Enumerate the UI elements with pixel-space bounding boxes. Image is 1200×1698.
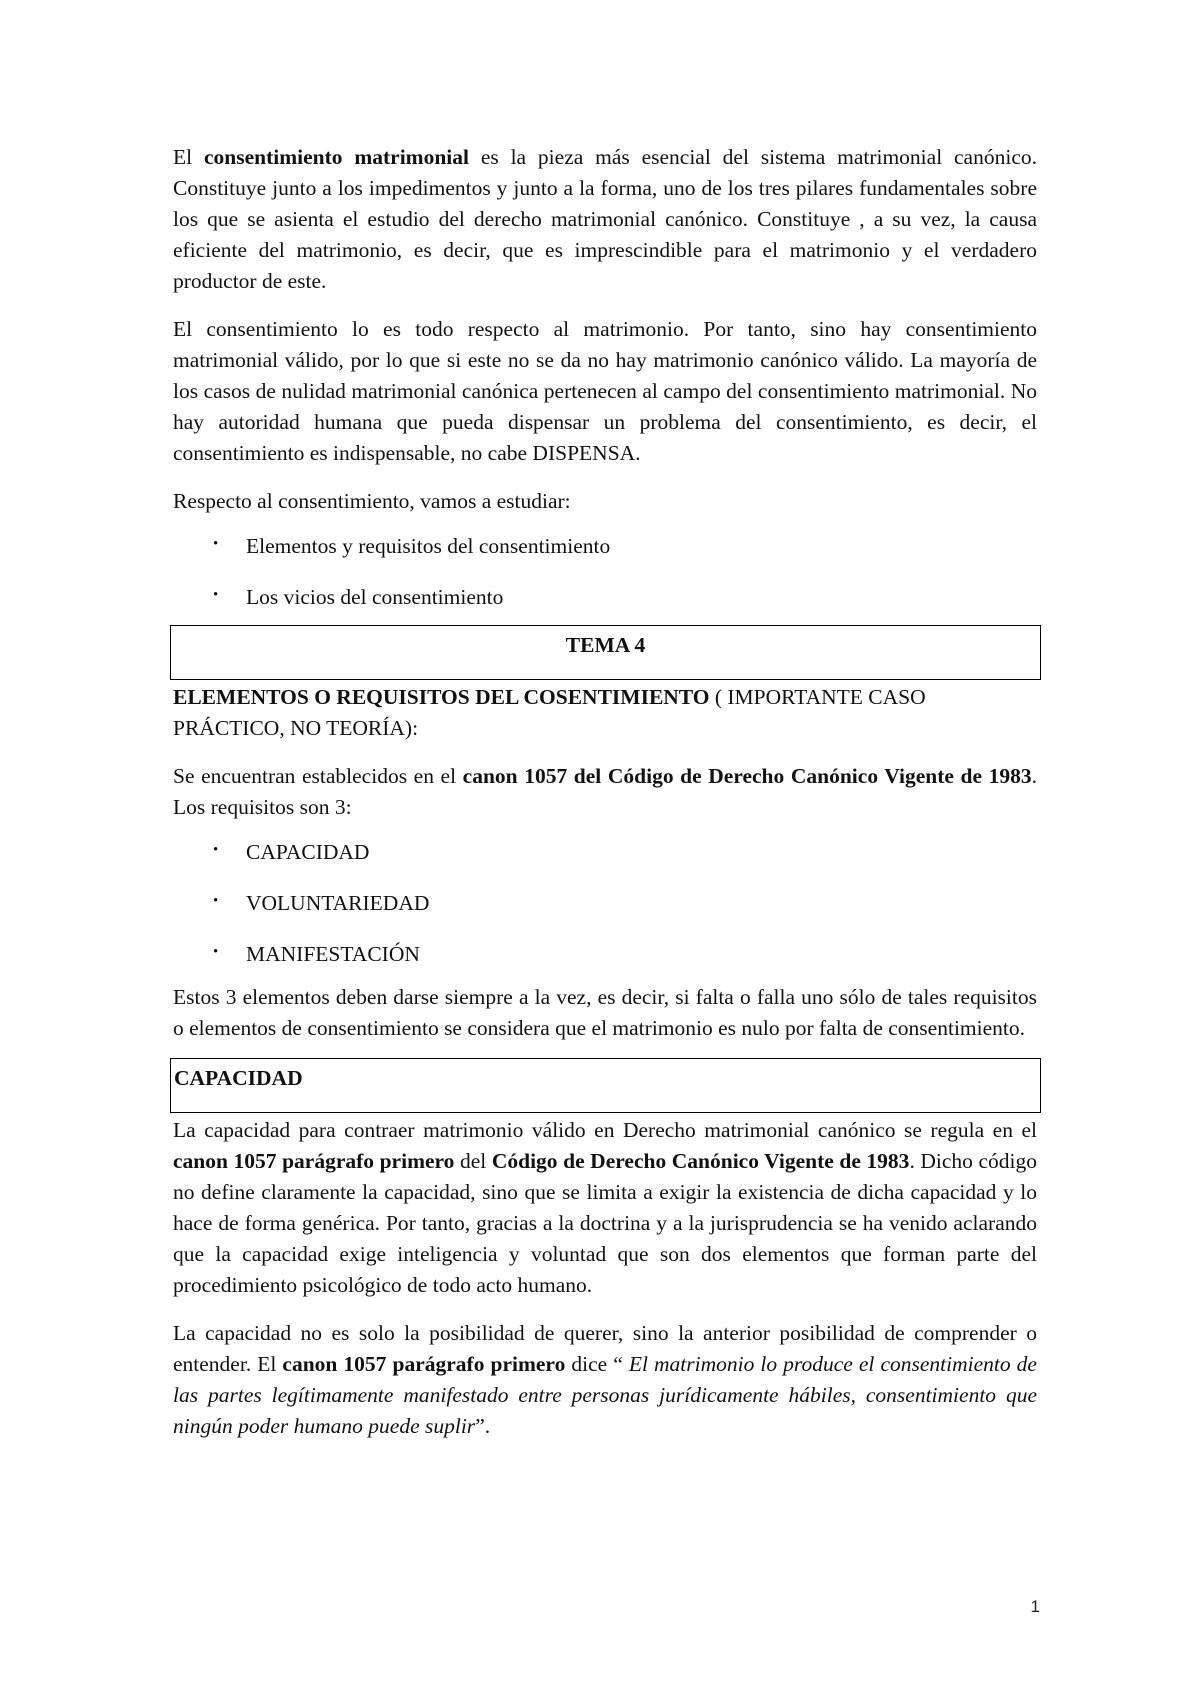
elementos-paragraph-1 [173,761,1037,823]
bold-term: canon 1057 del Código de Derecho Canónico Vigente de 1983 [462,764,1032,788]
intro-paragraph-3: Respecto al consentimiento, vamos a estudiar: [173,489,571,513]
requirements-list [173,837,1037,970]
list-item-label: CAPACIDAD [246,840,370,864]
bold-term: canon 1057 parágrafo primero [282,1352,566,1376]
elementos-paragraph-2: Estos 3 elementos deben darse siempre a la vez, es decir, si falta o falla uno sólo de tales requisitos o elementos de consentimiento se considera que el matrimonio es nulo por falta de consentimiento. [173,985,1037,1040]
list-item [173,582,1037,613]
text-run: La capacidad no es solo la posibilidad de querer, sino la anterior posibilidad de comprender o entender. El [173,1321,1037,1376]
text-run: ”. [475,1414,491,1438]
text-run: Se encuentran establecidos en el [173,764,463,788]
list-item [173,939,1037,970]
elementos-heading [173,682,1037,744]
list-item [173,888,1037,919]
list-item-label: VOLUNTARIEDAD [246,891,430,915]
capacidad-paragraph-1 [173,1115,1037,1301]
study-topics-list [173,531,1037,613]
bold-term: canon 1057 parágrafo primero [173,1149,455,1173]
list-item [173,837,1037,868]
bullet-icon: • [213,587,219,603]
text-run: es la pieza más esencial del sistema matrimonial canónico. Constituye junto a los impedimentos y junto a la forma, uno de los tres pilares fundamentales sobre los que se asienta el estudio del derecho matrimonial canónico. Constituye , a su vez, la causa eficiente del matrimonio, es decir, que es imprescindible para el matrimonio y el verdadero productor de este. [173,145,1037,293]
list-item-label: MANIFESTACIÓN [246,942,420,966]
list-item [173,531,1037,562]
bullet-icon: • [213,842,219,858]
list-item-label: Elementos y requisitos del consentimiento [246,534,611,558]
bold-term: consentimiento matrimonial [203,145,469,169]
page-content [173,142,1037,1459]
capacidad-paragraph-2 [173,1318,1037,1442]
text-run: dice “ [565,1352,629,1376]
text-run: El [173,145,204,169]
intro-paragraph-2: El consentimiento lo es todo respecto al matrimonio. Por tanto, sino hay consentimiento matrimonial válido, por lo que si este no se da no hay matrimonio canónico válido. La mayoría de los casos de nulidad matrimonial canónica pertenecen al campo del consentimiento matrimonial. No hay autoridad humana que pueda dispensar un problema del consentimiento, es decir, el consentimiento es indispensable, no cabe DISPENSA. [173,317,1037,465]
bold-term: Código de Derecho Canónico Vigente de 1983 [491,1149,910,1173]
text-run: . Los requisitos son 3: [173,764,1037,819]
bullet-icon: • [213,536,219,552]
bullet-icon: • [213,944,219,960]
text-run: ( IMPORTANTE CASO PRÁCTICO, NO TEORÍA): [173,685,926,740]
text-run: La capacidad para contraer matrimonio válido en Derecho matrimonial canónico se regula en el [173,1118,1037,1142]
bullet-icon: • [213,893,219,909]
text-run: del [454,1149,492,1173]
italic-quote: El matrimonio lo produce el consentimiento de las partes legítimamente manifestado entre personas jurídicamente hábiles, consentimiento que ningún poder humano puede suplir [173,1352,1037,1438]
tema-heading-box: TEMA 4 [170,625,1041,680]
intro-paragraph-1 [173,142,1037,297]
bold-heading: ELEMENTOS O REQUISITOS DEL COSENTIMIENTO [173,685,710,709]
capacidad-heading-box: CAPACIDAD [170,1058,1041,1113]
text-run: . Dicho código no define claramente la capacidad, sino que se limita a exigir la existencia de dicha capacidad y lo hace de forma genérica. Por tanto, gracias a la doctrina y a la jurisprudencia se ha venido aclarando que la capacidad exige inteligencia y voluntad que son dos elementos que forman parte del procedimiento psicológico de todo acto humano. [173,1149,1037,1297]
list-item-label: Los vicios del consentimiento [246,585,504,609]
page-number: 1 [1030,1597,1040,1616]
